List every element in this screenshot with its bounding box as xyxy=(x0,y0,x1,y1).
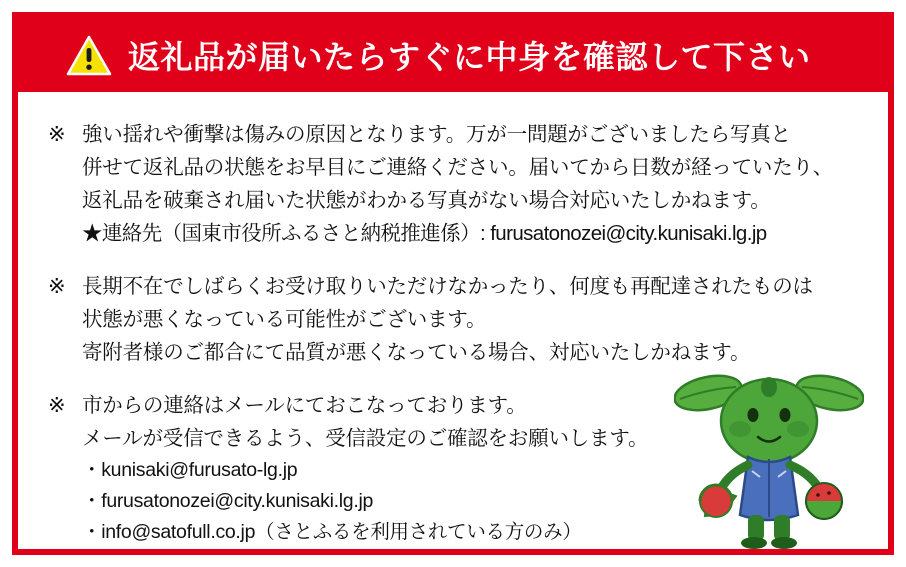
note-line: 市からの連絡はメールにておこなっております。 xyxy=(82,394,527,417)
note-line: 長期不在でしばらくお受け取りいただけなかったり、何度も再配達されたものは xyxy=(82,275,813,298)
note-line: 寄附者様のご都合にて品質が悪くなっている場合、対応いたしかねます。 xyxy=(82,341,751,364)
note-lines xyxy=(82,118,858,250)
note-mark: ※ xyxy=(48,394,66,417)
note-lines xyxy=(82,389,858,548)
email-item: ・furusatonozei@city.kunisaki.lg.jp xyxy=(82,490,374,512)
note-line: メールが受信できるよう、受信設定のご確認をお願いします。 xyxy=(82,427,649,450)
note-mark: ※ xyxy=(48,123,66,146)
email-item: ・info@satofull.co.jp（さとふるを利用されている方のみ） xyxy=(82,521,582,543)
note-lines xyxy=(82,270,858,369)
note-block-2 xyxy=(48,270,858,369)
warning-triangle-icon xyxy=(66,35,112,76)
note-line: 状態が悪くなっている可能性がございます。 xyxy=(82,308,487,331)
email-item: ・kunisaki@furusato-lg.jp xyxy=(82,459,298,481)
contact-line: ★連絡先（国東市役所ふるさと納税推進係）: furusatonozei@city.kunisaki.lg.jp xyxy=(82,222,767,245)
red-border-frame xyxy=(12,12,894,555)
note-mark: ※ xyxy=(48,275,66,298)
note-block-3 xyxy=(48,389,858,548)
note-line: 併せて返礼品の状態をお早目にご連絡ください。届いてから日数が経っていたり、 xyxy=(82,156,834,179)
note-line: 返礼品を破棄され届いた状態がわかる写真がない場合対応いたしかねます。 xyxy=(82,189,771,212)
note-block-1 xyxy=(48,118,858,250)
header-title: 返礼品が届いたらすぐに中身を確認して下さい xyxy=(128,39,811,75)
header-banner xyxy=(18,18,888,92)
notice-body xyxy=(18,92,888,549)
note-line: 強い揺れや衝撃は傷みの原因となります。万が一問題がございましたら写真と xyxy=(82,123,791,146)
